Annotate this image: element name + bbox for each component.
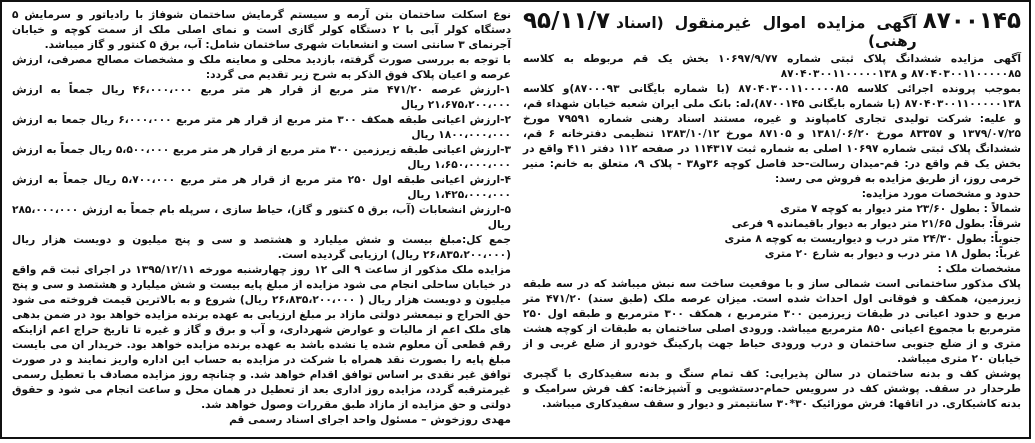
notice-date: ۹۵/۱۱/۷	[523, 8, 610, 34]
auction-terms: مزایده ملک مذکور از ساعت ۹ الی ۱۲ روز چهارشنبه مورخه ۱۳۹۵/۱۲/۱۱ در اجرای ثبت قم واقع در خیابان ساحلی انجام می شود مزایده از مبلغ پایه بیست و شش میلیارد و هشتصد و سی و پنج میلیون و دویست هزار ریال ( ۲۶،۸۳۵،۲۰۰،۰۰۰ ریال) شروع و به بالاترین قیمت فروخته می شود حق الحراج و نیمعشر دولتی مازاد بر مبلغ ارزیابی به عهده برنده مزایده خواهد بود در ضمن بدهی های ملک اعم از مالیات و عوارض شهرداری، و آب و برق و گاز و غیره تا تاریخ حراج اعم ازاینکه رقم قطعی آن معلوم شده یا نشده باشد به عهده برنده مزایده خواهد بود. خریدار ان می بایست مبلغ پایه را بصورت نقد همراه با شرکت در مزایده به حساب این اداره واریز نمایند و در صورت توافق غیر نقدی بر اساس توافق اقدام خواهد شد. و چنانچه روز مزایده مصادف با تعطیل رسمی غیرمترقبه گردد، مزایده روز اداری بعد از تعطیل در همان محل و ساعت انجام می شود و حقوق دولتی و حق مزایده از مازاد طبق مقررات وصول خواهد شد.	[12, 264, 511, 411]
right-column	[517, 4, 1027, 435]
valuation-item-2: ۲-ارزش اعیانی طبقه همکف ۳۰۰ متر مربع از قرار هر متر مربع ۶،۰۰۰،۰۰۰ ریال جمعا به ارزش ۱۸۰۰،۰۰۰،۰۰۰ ریال	[12, 114, 511, 141]
valuation-total: جمع کل:مبلغ بیست و شش میلیارد و هشتصد و سی و پنج میلیون و دویست هزار ریال (۲۶،۸۳۵،۲۰۰،۰۰۰ ریال) ارزیابی گردیده است.	[12, 234, 511, 261]
property-description: پلاک مذکور ساختمانی است شمالی ساز و با موقعیت ساخت سه نبش میباشد که در سه طبقه زیرزمین، همکف و فوقانی اول احداث شده است. میزان عرصه ملک (طبق سند) ۴۷۱/۲۰ متر مربع و حدود اعیانی در طبقات زیرزمین ۳۰۰ مترمربع ، همکف ۳۰۰ مترمربع و طبقه اول ۲۵۰ مترمربع با مجموع اعیانی ۸۵۰ مترمربع میباشد. ورودی اصلی ساختمان به طبقات از کوچه هشت متری و از ضلع جنوبی ساختمان و درب ورودی حیاط جهت پارکینگ خودرو از ضلع غربی و از خیابان ۲۰ متری میباشد.	[523, 278, 1021, 365]
subject-line: آگهی مزایده ششدانگ پلاک ثبتی شماره ۱۰۶۹۷/۹/۷۷ بخش یک قم مربوطه به کلاسه ۸۷۰۴۰۳۰۰۱۱۰۰۰۰۰۸۵ و ۸۷۰۴۰۳۰۰۱۱۰۰۰۰۰۱۳۸	[523, 53, 1021, 80]
boundaries-heading: حدود و مشخصات مورد مزایده:	[861, 188, 1021, 200]
boundary-north: شمالاً : بطول ۲۳/۶۰ متر دیوار به کوچه ۷ متری	[780, 203, 1021, 215]
boundary-south: جنوباً: بطول ۲۴/۳۰ متر درب و دیواریست به کوچه ۸ متری	[724, 233, 1021, 245]
left-column	[6, 4, 517, 435]
property-specs-heading: مشخصات ملک :	[937, 263, 1021, 275]
notice-title: آگهی مزایده اموال غیرمنقول (اسناد رهنی)	[616, 14, 917, 50]
boundary-east: شرقاً: بطول ۲۱/۶۵ متر دیوار به دیوار باقیمانده ۹ فرعی	[731, 218, 1021, 230]
auction-notice	[4, 4, 1027, 435]
signature-line: مهدی روزخوش – مسئول واحد اجرای اسناد رسمی قم	[229, 414, 511, 426]
ad-number: ۸۷۰۰۱۴۵	[922, 8, 1021, 34]
finishing-description: پوشش کف و بدنه ساختمان در سالن پذیرایی: کف تمام سنگ و بدنه سفیدکاری با گچبری طرحدار در سقف. پوشش کف در سرویس حمام-دستشویی و آشپزخانه: کف فرش سرامیک و بدنه کاشیکاری. در اتاقها: فرش موزائیک ۳۰*۳۰ سانتیمتر و دیوار و سقف سفیدکاری میباشد.	[523, 368, 1021, 410]
structure-description: نوع اسکلت ساختمان بتن آرمه و سیستم گرمایش ساختمان شوفاژ با رادیاتور و سرمایش ۵ دستگاه کولر آبی با ۲ دستگاه کولر گازی است و نمای اصلی ملک از سمت کوچه و خیابان آجرنمای ۳ سانتی است و انشعابات شهری ساختمان شامل: آب، برق ۵ کنتور و گاز میباشد.	[12, 9, 512, 51]
valuation-item-3: ۳-ارزش اعیانی طبقه زیرزمین ۳۰۰ متر مربع از قرار هر متر مربع ۵،۵۰۰،۰۰۰ ریال جمعاً به ارزش ۱،۶۵۰،۰۰۰،۰۰۰ ریال	[12, 144, 512, 171]
valuation-intro: با توجه به بررسی صورت گرفته، بازدید محلی و معاینه ملک و مشخصات مصالح مصرفی، ارزش عرصه و اعیان پلاک فوق الذکر به شرح زیر تقدیم می گردد:	[12, 54, 511, 81]
boundary-west: غرباً: بطول ۱۸ متر درب و دیوار به شارع ۲۰ متری	[764, 248, 1021, 260]
notice-headline	[523, 8, 1021, 50]
case-paragraph: بموجب پرونده اجرائی کلاسه ۸۷۰۴۰۳۰۰۱۱۰۰۰۰۰۸۵ (با شماره بایگانی ۸۷۰۰۰۹۳)و کلاسه ۸۷۰۴۰۳۰۰۱۱۰۰۰۰۰۱۳۸ (با شماره بایگانی ۸۷۰۰۱۴۵)،له: بانک ملی ایران شعبه خیابان شهداء قم، و علیه: شرکت تولیدی تجاری کامپاوند و غیره، مستند اسناد رهنی شماره ۷۹۵۹۱ مورخ ۱۳۷۹/۰۷/۲۵ و ۸۳۳۵۷ مورخ ۱۳۸۱/۰۶/۲۰ و ۸۷۱۰۵ مورخ ۱۳۸۳/۱۰/۱۲ تنظیمی دفترخانه ۶ قم، ششدانگ پلاک ثبتی شماره ۱۰۶۹۷ اصلی به شماره ثبت ۱۱۴۳۱۷ در صفحه ۱۱۲ دفتر ۴۱۱ واقع در بخش یک قم واقع در: قم-میدان رسالت-حد فاصل کوچه ۳۶و۳۸ - پلاک ۹، متعلق به خانم: منیر خرمی روز، از طریق مزایده به فروش می رسد:	[523, 83, 1021, 185]
valuation-item-1: ۱-ارزش عرصه ۴۷۱/۲۰ متر مربع از قرار هر متر مربع ۴۶،۰۰۰،۰۰۰ ریال جمعاً به ارزش ۲۱،۶۷۵،۲۰۰،۰۰۰ ریال	[12, 84, 512, 111]
valuation-item-5: ۵-ارزش انشعابات (آب، برق ۵ کنتور و گاز)، حیاط سازی ، سرپله بام جمعاً به ارزش ۲۸۵،۰۰۰،۰۰۰ ریال	[12, 204, 511, 231]
valuation-item-4: ۴-ارزش اعیانی طبقه اول ۲۵۰ متر مربع از قرار هر متر مربع ۵،۷۰۰،۰۰۰ ریال جمعاً به ارزش ۱،۴۲۵،۰۰۰،۰۰۰ ریال	[12, 174, 511, 201]
